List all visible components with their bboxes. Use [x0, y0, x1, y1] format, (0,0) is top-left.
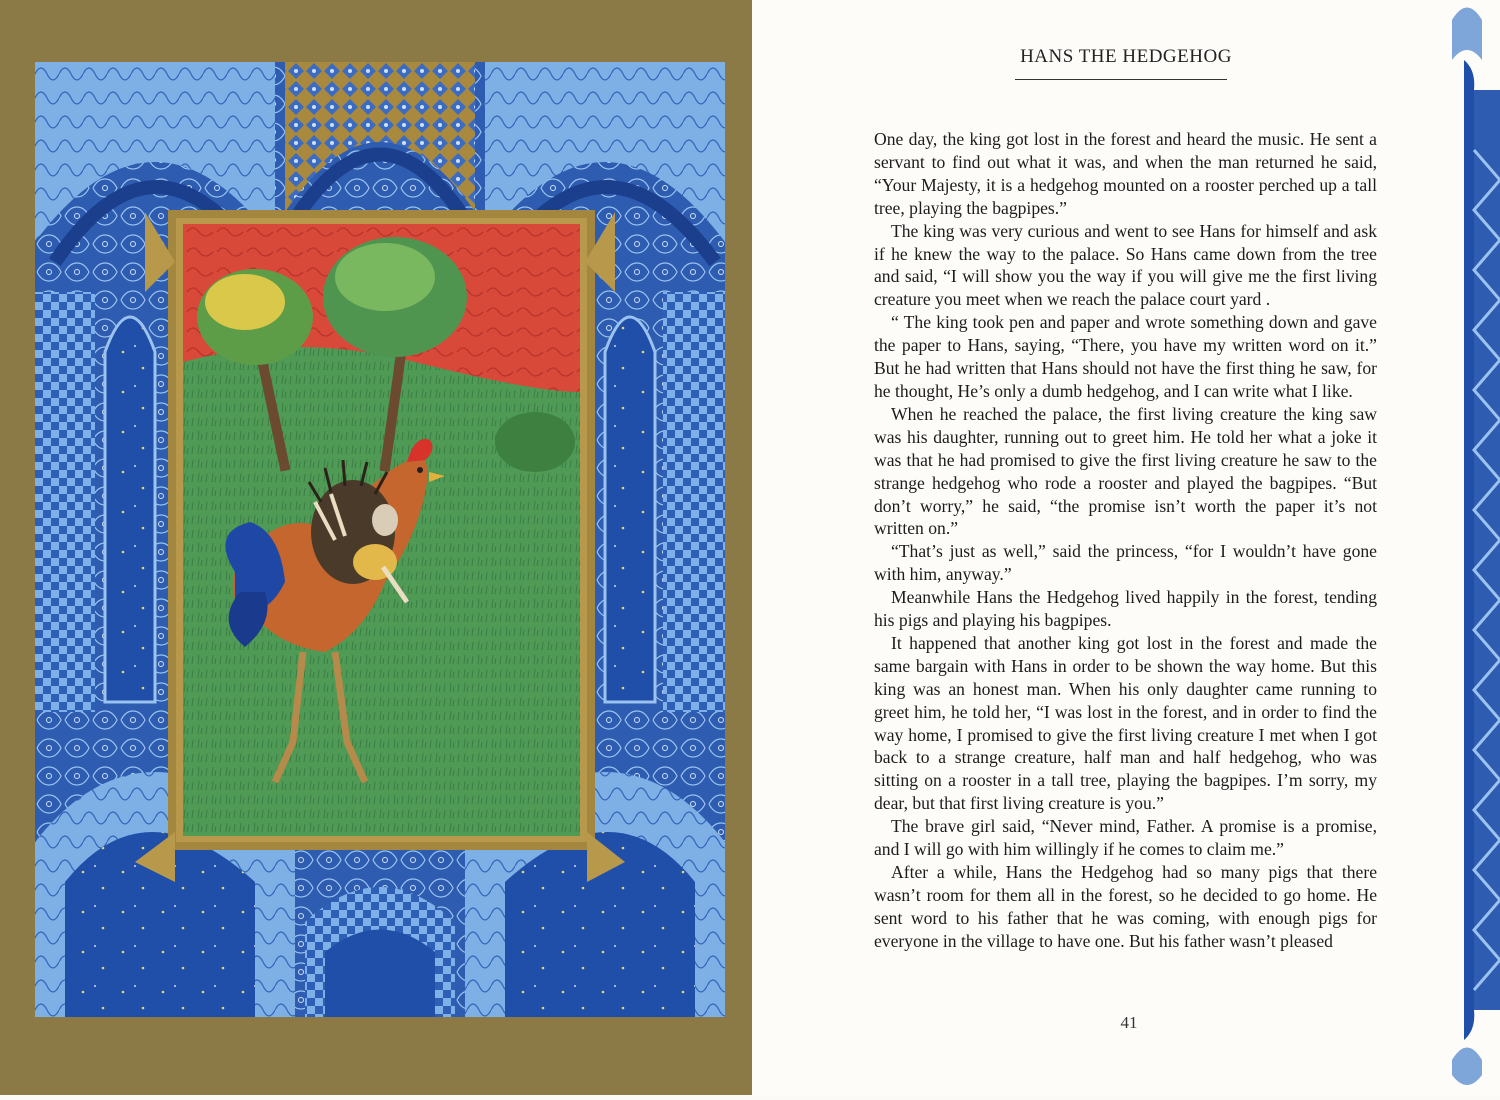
- body-text: [874, 128, 1377, 953]
- paragraph: One day, the king got lost in the forest and heard the music. He sent a servant to find out what it was, and when the man returned he said, “Your Majesty, it is a hedgehog mounted on a rooster perched up a tall tree, playing the bagpipes.”: [874, 129, 1377, 218]
- decorative-border: [1434, 0, 1500, 1095]
- running-head: HANS THE HEDGEHOG: [1020, 46, 1232, 67]
- paragraph: After a while, Hans the Hedgehog had so many pigs that there wasn’t room for them all in the forest, so he decided to go home. He sent word to his father that he was coming, with enough pigs for everyone in the village to have one. But his father wasn’t pleased: [874, 862, 1377, 951]
- running-head-rule: [1015, 79, 1227, 80]
- rooster-scene: [183, 224, 580, 836]
- paragraph: The king was very curious and went to see Hans for himself and ask if he knew the way to the palace. So Hans came down from the tree and said, “I will show you the way if you will give me the first living creature you meet when we reach the palace court yard .: [874, 220, 1377, 310]
- paragraph: Meanwhile Hans the Hedgehog lived happily in the forest, tending his pigs and playing his bagpipes.: [874, 587, 1377, 631]
- left-page: [0, 0, 752, 1095]
- paragraph: The brave girl said, “Never mind, Father. A promise is a promise, and I will go with him willingly if he comes to claim me.”: [874, 816, 1377, 860]
- illustration-plate: [35, 62, 725, 1017]
- paragraph: “ The king took pen and paper and wrote something down and gave the paper to Hans, saying, “There, you have my written word on it.” But he had written that Hans should not have the first thing he saw, for he thought, He’s only a dumb hedgehog, and I can write what I like.: [874, 312, 1377, 401]
- right-page: [752, 0, 1500, 1095]
- paragraph: “That’s just as well,” said the princess, “for I wouldn’t have gone with him, anyway.”: [874, 541, 1377, 585]
- illuminated-illustration: [35, 62, 725, 1017]
- page-number: 41: [1120, 1013, 1138, 1032]
- paragraph: When he reached the palace, the first living creature the king saw was his daughter, running out to greet him. He told her what a joke it was that he had promised to give the first living creature he saw to the strange hedgehog who rode a rooster and played the bagpipes. “But don’t worry,” he said, “the promise isn’t worth the paper it’s not written on.”: [874, 403, 1377, 539]
- paragraph: It happened that another king got lost in the forest and made the same bargain with Hans in order to be shown the way home. But this king was an honest man. When his only daughter came running to greet him, he told her, “I was lost in the forest, and in order to find the way home, I promised to give the first living creature I met when I got back to a strange creature, half man and half hedgehog, who was sitting on a rooster in a tall tree, playing the bagpipes. I’m sorry, my dear, but that first living creature is you.”: [874, 632, 1377, 814]
